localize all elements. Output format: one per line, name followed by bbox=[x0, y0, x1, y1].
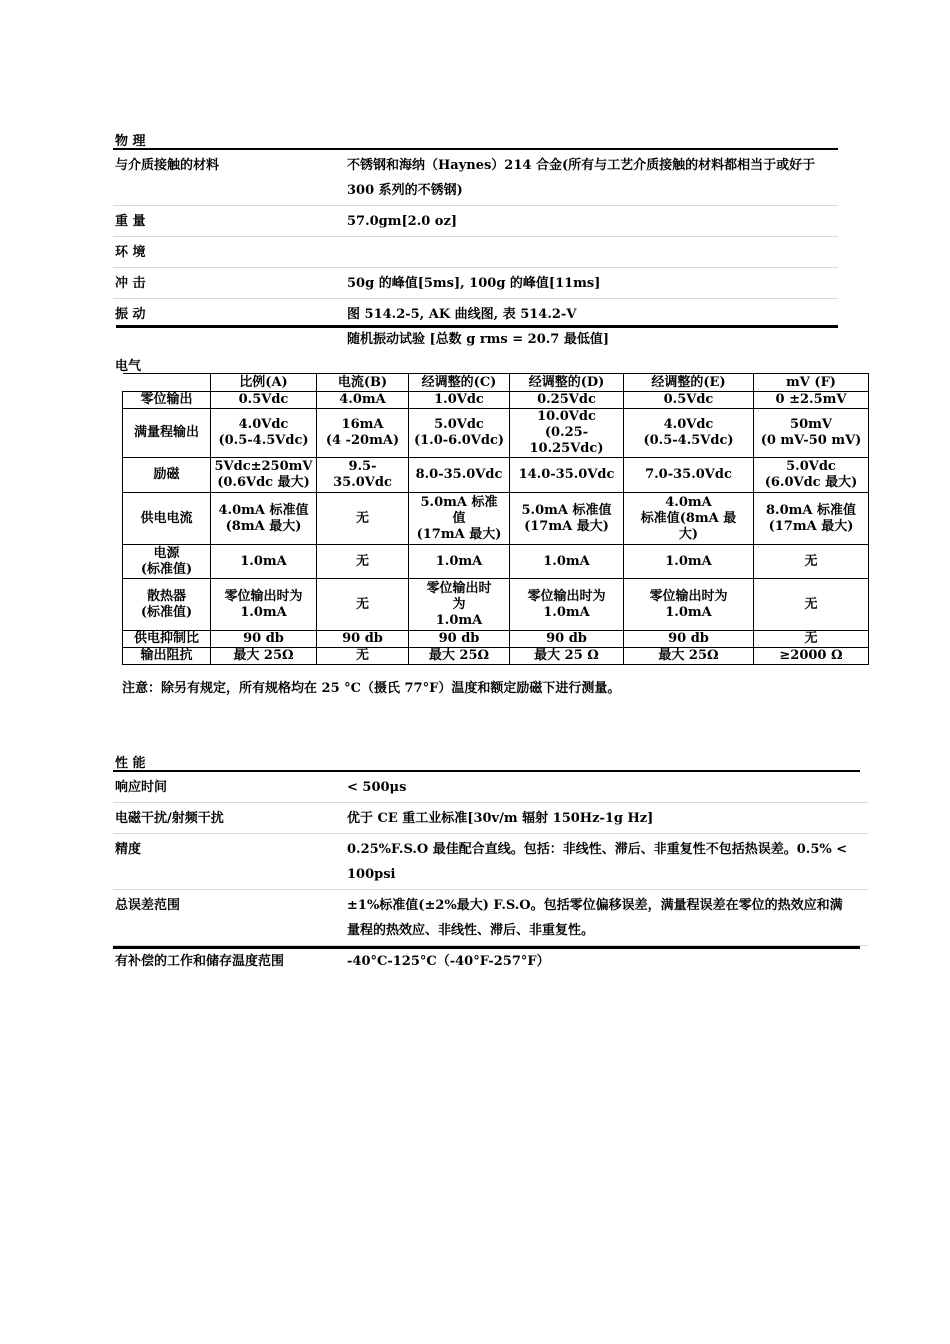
electrical-cell-line: (17mA 最大) bbox=[524, 518, 609, 534]
physical-spec-key: 环 境 bbox=[113, 237, 345, 268]
electrical-cell-line: (17mA 最大) bbox=[416, 526, 502, 542]
electrical-row bbox=[123, 648, 869, 665]
electrical-cell bbox=[510, 392, 624, 409]
electrical-cell-line: 1.0mA bbox=[435, 553, 483, 569]
electrical-row bbox=[123, 392, 869, 409]
electrical-cell-line: 4.0Vdc bbox=[663, 417, 714, 432]
electrical-cell bbox=[624, 631, 754, 648]
electrical-cell-line: 大) bbox=[678, 526, 699, 542]
electrical-cell bbox=[624, 458, 754, 493]
electrical-cell-line: (17mA 最大) bbox=[768, 518, 854, 534]
electrical-cell bbox=[317, 579, 409, 631]
physical-spec-row bbox=[113, 150, 838, 206]
physical-spec-value bbox=[345, 150, 838, 206]
electrical-section-title: 电气 bbox=[115, 359, 142, 374]
performance-spec-value-line: -40°C-125°C（-40°F-257°F） bbox=[347, 954, 550, 969]
electrical-header-row bbox=[123, 374, 869, 392]
electrical-cell-line: 0.5Vdc bbox=[663, 392, 714, 407]
electrical-cell-line: 0.25Vdc bbox=[537, 392, 596, 407]
electrical-cell-line: 8.0-35.0Vdc bbox=[415, 467, 503, 482]
performance-spec-value-line: < 500μs bbox=[347, 780, 407, 795]
electrical-row-label-line: 零位输出 bbox=[140, 392, 193, 407]
physical-spec-key: 与介质接触的材料 bbox=[113, 150, 345, 206]
electrical-row-label bbox=[123, 579, 211, 631]
electrical-cell-line: 零位输出时为 bbox=[649, 588, 728, 604]
electrical-cell bbox=[510, 409, 624, 458]
electrical-cell-line: 0 ±2.5mV bbox=[775, 392, 847, 407]
electrical-cell-line: 10.0Vdc bbox=[537, 409, 596, 424]
electrical-spec-table bbox=[122, 373, 869, 665]
electrical-cell bbox=[754, 579, 869, 631]
electrical-row-label-line: 散热器 bbox=[146, 588, 186, 604]
electrical-cell bbox=[624, 392, 754, 409]
electrical-cell bbox=[211, 648, 317, 665]
electrical-cell-line: 1.0Vdc bbox=[434, 392, 484, 407]
electrical-cell-line: 5.0mA 标准 bbox=[420, 494, 498, 510]
electrical-cell bbox=[409, 493, 510, 545]
electrical-row-label bbox=[123, 545, 211, 579]
electrical-row-label-line: 供电电流 bbox=[140, 510, 193, 526]
performance-spec-value-line: ±1%标准值(±2%最大) F.S.O。包括零位偏移误差，满量程误差在零位的热效应和满 bbox=[347, 898, 843, 913]
performance-spec-key: 精度 bbox=[113, 834, 345, 890]
electrical-cell-line: (6.0Vdc 最大) bbox=[764, 475, 858, 490]
performance-section-title: 性 能 bbox=[115, 756, 146, 771]
measurement-note: 注意：除另有规定，所有规格均在 25 °C（摄氏 77°F）温度和额定励磁下进行测量。 bbox=[122, 681, 621, 696]
electrical-cell-line: 9.5-35.0Vdc bbox=[333, 459, 392, 490]
performance-spec-key: 有补偿的工作和储存温度范围 bbox=[115, 954, 285, 969]
electrical-cell-line: 1.0mA bbox=[543, 604, 590, 620]
electrical-row bbox=[123, 493, 869, 545]
electrical-row-label-line: 输出阻抗 bbox=[140, 648, 193, 663]
physical-section-title: 物 理 bbox=[115, 134, 146, 149]
physical-spec-value bbox=[345, 206, 838, 237]
electrical-cell-line: (0.25-10.25Vdc) bbox=[529, 425, 604, 456]
electrical-cell bbox=[510, 648, 624, 665]
electrical-cell-line: 最大 25Ω bbox=[233, 648, 294, 663]
electrical-cell-line: 5.0mA 标准值 bbox=[521, 502, 612, 518]
electrical-cell bbox=[211, 458, 317, 493]
performance-spec-value-line: 优于 CE 重工业标准[30v/m 辐射 150Hz-1g Hz] bbox=[347, 811, 654, 826]
electrical-column-header: 电流(B) bbox=[317, 374, 409, 392]
electrical-cell bbox=[754, 458, 869, 493]
electrical-cell bbox=[409, 458, 510, 493]
electrical-cell bbox=[409, 545, 510, 579]
electrical-row-label bbox=[123, 631, 211, 648]
electrical-cell bbox=[754, 545, 869, 579]
electrical-column-header: mV (F) bbox=[754, 374, 869, 392]
electrical-cell-line: 4.0Vdc bbox=[238, 417, 289, 432]
electrical-cell-line: 16mA bbox=[341, 417, 384, 432]
performance-spec-key: 电磁干扰/射频干扰 bbox=[113, 803, 345, 834]
electrical-cell-line: 90 db bbox=[243, 631, 284, 646]
physical-spec-value-line: 随机振动试验 [总数 g rms = 20.7 最低值] bbox=[347, 332, 610, 347]
electrical-cell-line: 无 bbox=[804, 553, 818, 569]
electrical-cell bbox=[624, 579, 754, 631]
electrical-cell-line: 4.0mA bbox=[665, 494, 712, 510]
electrical-row-label-line: (标准值) bbox=[140, 561, 193, 577]
performance-spec-value bbox=[345, 834, 868, 890]
electrical-row-label bbox=[123, 392, 211, 409]
electrical-row-label bbox=[123, 458, 211, 493]
physical-spec-value-line: 图 514.2-5, AK 曲线图, 表 514.2-V bbox=[347, 307, 577, 322]
physical-spec-value-line: 57.0gm[2.0 oz] bbox=[347, 214, 458, 229]
electrical-cell-line: 无 bbox=[804, 596, 818, 612]
physical-spec-value-line bbox=[347, 240, 836, 265]
electrical-cell-line: 50mV bbox=[790, 417, 832, 432]
performance-spec-row bbox=[113, 772, 868, 803]
performance-spec-value bbox=[345, 890, 868, 946]
electrical-cell bbox=[510, 579, 624, 631]
electrical-cell-line: 0.5Vdc bbox=[238, 392, 289, 407]
electrical-cell-line: 1.0mA bbox=[543, 553, 590, 569]
electrical-cell-line: 无 bbox=[355, 510, 369, 526]
electrical-cell-line: 值 bbox=[452, 510, 466, 526]
electrical-cell-line: (8mA 最大) bbox=[225, 518, 302, 534]
physical-spec-value-line: 不锈钢和海纳（Haynes）214 合金(所有与工艺介质接触的材料都相当于或好于 bbox=[347, 158, 816, 173]
electrical-row-label bbox=[123, 493, 211, 545]
electrical-cell bbox=[409, 392, 510, 409]
electrical-cell-line: 为 bbox=[452, 596, 466, 612]
electrical-cell-line: (0.6Vdc 最大) bbox=[217, 475, 310, 490]
electrical-column-header: 经调整的(E) bbox=[624, 374, 754, 392]
performance-spec-value-line: 100psi bbox=[347, 867, 396, 882]
performance-bottom-rule bbox=[113, 946, 860, 949]
physical-spec-value bbox=[345, 237, 838, 268]
electrical-row-label-line: (标准值) bbox=[140, 604, 193, 620]
electrical-row-label-line: 供电抑制比 bbox=[133, 631, 199, 646]
electrical-cell bbox=[211, 545, 317, 579]
performance-spec-key: 响应时间 bbox=[113, 772, 345, 803]
electrical-cell bbox=[624, 545, 754, 579]
electrical-cell bbox=[211, 631, 317, 648]
performance-spec-row bbox=[113, 803, 868, 834]
physical-spec-key: 冲 击 bbox=[113, 268, 345, 299]
electrical-cell bbox=[317, 545, 409, 579]
performance-spec-row bbox=[113, 890, 868, 946]
performance-spec-key: 总误差范围 bbox=[113, 890, 345, 946]
electrical-column-header: 比例(A) bbox=[211, 374, 317, 392]
performance-spec-value bbox=[345, 946, 868, 977]
electrical-cell-line: 4.0mA bbox=[339, 392, 386, 407]
performance-spec-value-line: 量程的热效应、非线性、滞后、非重复性。 bbox=[347, 923, 595, 938]
electrical-column-header bbox=[123, 374, 211, 392]
electrical-cell-line: 零位输出时 bbox=[426, 580, 492, 596]
electrical-cell-line: 最大 25 Ω bbox=[534, 648, 599, 663]
electrical-cell-line: 最大 25Ω bbox=[428, 648, 490, 663]
electrical-cell bbox=[317, 648, 409, 665]
electrical-cell bbox=[754, 631, 869, 648]
electrical-cell-line: 无 bbox=[355, 553, 369, 569]
electrical-cell bbox=[211, 409, 317, 458]
electrical-cell-line: 1.0mA bbox=[240, 553, 287, 569]
electrical-cell bbox=[624, 648, 754, 665]
electrical-column-header: 经调整的(D) bbox=[510, 374, 624, 392]
electrical-column-header: 经调整的(C) bbox=[409, 374, 510, 392]
performance-spec-value bbox=[345, 803, 868, 834]
electrical-cell bbox=[409, 409, 510, 458]
electrical-cell-line: 5.0Vdc bbox=[786, 459, 836, 474]
electrical-row bbox=[123, 545, 869, 579]
electrical-cell-line: 1.0mA bbox=[665, 553, 712, 569]
electrical-row-label-line: 电源 bbox=[153, 545, 180, 561]
electrical-row bbox=[123, 579, 869, 631]
electrical-cell bbox=[211, 493, 317, 545]
electrical-cell bbox=[754, 409, 869, 458]
electrical-row bbox=[123, 631, 869, 648]
electrical-row bbox=[123, 409, 869, 458]
electrical-cell-line: 零位输出时为 bbox=[527, 588, 606, 604]
electrical-cell-line: 8.0mA 标准值 bbox=[766, 502, 856, 518]
electrical-cell-line: 90 db bbox=[546, 631, 587, 646]
physical-spec-row bbox=[113, 268, 838, 299]
physical-spec-value bbox=[345, 268, 838, 299]
electrical-cell bbox=[317, 409, 409, 458]
electrical-cell bbox=[409, 631, 510, 648]
electrical-cell-line: 1.0mA bbox=[240, 604, 287, 620]
electrical-row-label bbox=[123, 648, 211, 665]
electrical-cell bbox=[409, 648, 510, 665]
physical-spec-table bbox=[113, 150, 838, 354]
electrical-cell bbox=[754, 392, 869, 409]
physical-spec-key: 重 量 bbox=[113, 206, 345, 237]
electrical-cell bbox=[624, 493, 754, 545]
electrical-cell bbox=[754, 648, 869, 665]
electrical-cell-line: 90 db bbox=[668, 631, 709, 646]
electrical-row-label-line: 满量程输出 bbox=[133, 425, 199, 440]
electrical-cell-line: 90 db bbox=[342, 631, 383, 646]
electrical-cell-line: ≥2000 Ω bbox=[779, 648, 843, 663]
electrical-cell-line: (1.0-6.0Vdc) bbox=[413, 433, 505, 448]
physical-spec-row bbox=[113, 206, 838, 237]
electrical-cell bbox=[211, 579, 317, 631]
physical-spec-value-line: 300 系列的不锈钢) bbox=[347, 183, 463, 198]
electrical-cell bbox=[510, 493, 624, 545]
performance-spec-row bbox=[113, 946, 868, 977]
electrical-cell-line: 无 bbox=[355, 596, 369, 612]
electrical-cell-line: 5.0Vdc bbox=[434, 417, 484, 432]
electrical-cell bbox=[317, 458, 409, 493]
electrical-cell-line: 1.0mA bbox=[665, 604, 712, 620]
electrical-cell bbox=[317, 493, 409, 545]
electrical-cell-line: 7.0-35.0Vdc bbox=[645, 467, 732, 482]
electrical-row bbox=[123, 458, 869, 493]
electrical-cell bbox=[510, 458, 624, 493]
electrical-cell bbox=[317, 631, 409, 648]
electrical-cell-line: (0 mV-50 mV) bbox=[760, 433, 862, 448]
electrical-cell bbox=[409, 579, 510, 631]
electrical-cell-line: 5Vdc±250mV bbox=[214, 459, 313, 474]
electrical-cell bbox=[510, 631, 624, 648]
electrical-cell bbox=[510, 545, 624, 579]
physical-bottom-rule bbox=[116, 325, 838, 328]
electrical-cell-line: 零位输出时为 bbox=[224, 588, 303, 604]
electrical-cell-line: 标准值(8mA 最 bbox=[640, 510, 737, 526]
electrical-cell-line: 无 bbox=[804, 631, 818, 646]
electrical-cell-line: 1.0mA bbox=[435, 612, 483, 628]
electrical-cell-line: (4 -20mA) bbox=[325, 433, 400, 448]
electrical-cell bbox=[317, 392, 409, 409]
performance-spec-value-line: 0.25%F.S.O 最佳配合直线。包括：非线性、滞后、非重复性不包括热误差。0.5% < bbox=[347, 842, 848, 857]
electrical-cell-line: 90 db bbox=[438, 631, 480, 646]
electrical-cell-line: (0.5-4.5Vdc) bbox=[643, 433, 734, 448]
electrical-cell-line: 无 bbox=[355, 648, 369, 663]
electrical-cell-line: 最大 25Ω bbox=[658, 648, 719, 663]
physical-spec-value-line: 50g 的峰值[5ms], 100g 的峰值[11ms] bbox=[347, 276, 601, 291]
electrical-cell bbox=[211, 392, 317, 409]
electrical-cell-line: 14.0-35.0Vdc bbox=[518, 467, 615, 482]
performance-spec-value bbox=[345, 772, 868, 803]
electrical-cell-line: 4.0mA 标准值 bbox=[218, 502, 309, 518]
electrical-row-label bbox=[123, 409, 211, 458]
electrical-cell-line: (0.5-4.5Vdc) bbox=[218, 433, 309, 448]
electrical-cell bbox=[624, 409, 754, 458]
physical-spec-row bbox=[113, 237, 838, 268]
physical-spec-key: 振 动 bbox=[115, 307, 146, 322]
performance-spec-row bbox=[113, 834, 868, 890]
electrical-row-label-line: 励磁 bbox=[153, 467, 180, 482]
electrical-cell bbox=[754, 493, 869, 545]
